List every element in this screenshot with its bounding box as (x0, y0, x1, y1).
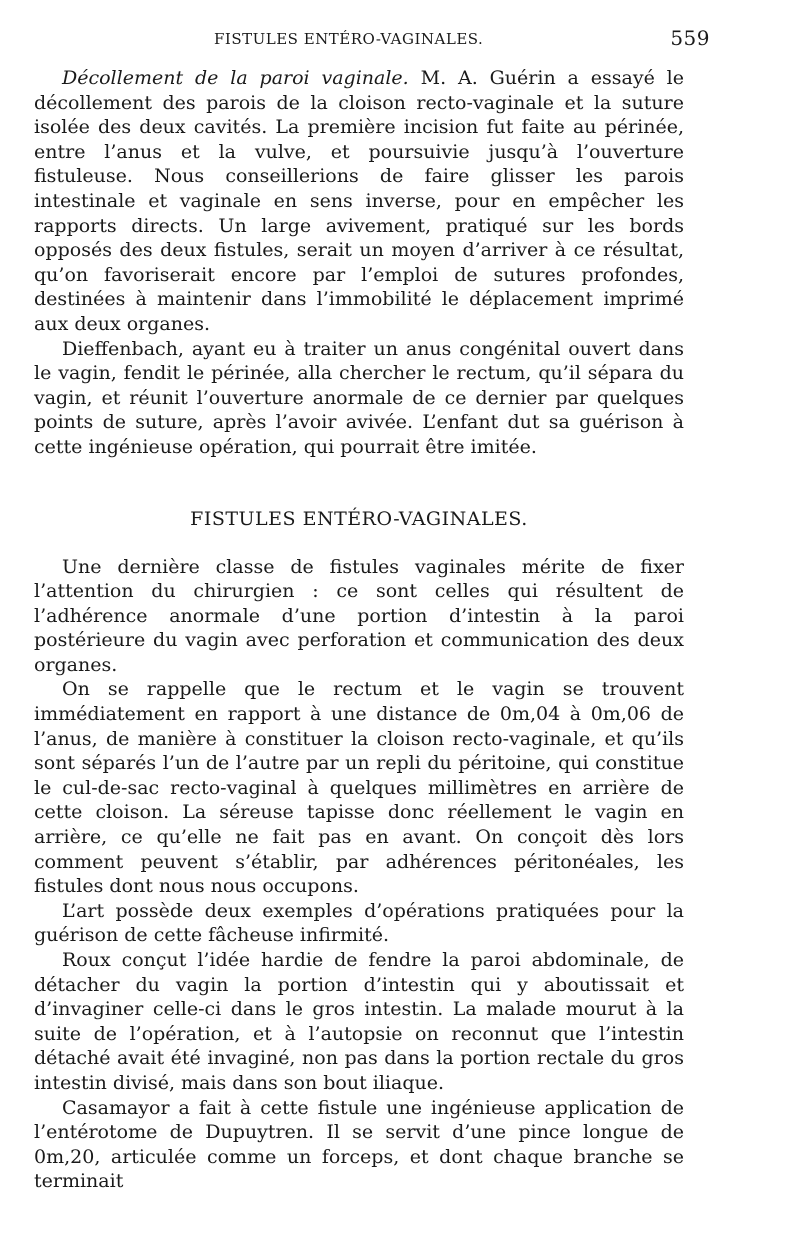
paragraph: Casamayor a fait à cette fistule une ingénieuse application de l’entérotome de Dupuytren. Il se servit d’une pince longue de 0m,20, articulée comme un forceps, et dont chaque branche se terminait (34, 1096, 684, 1193)
paragraph: Roux conçut l’idée hardie de fendre la paroi abdominale, de détacher du vagin la portion d’intestin qui y aboutissait et d’invaginer celle-ci dans le gros intestin. La malade mourut à la suite de l’opération, et à l’autopsie on reconnut que l’intestin détaché avait été invaginé, non pas dans la portion rectale du gros intestin divisé, mais dans son bout iliaque. (34, 949, 684, 1094)
paragraph: Une dernière classe de fistules vaginales mérite de fixer l’attention du chirurgien : ce sont celles qui résultent de l’adhérence anormale d’une portion d’intestin à la paroi postérieure du vagin avec perforation et communication des deux organes. (34, 555, 684, 676)
page-number: 559 (670, 26, 710, 50)
paragraph-lead: Décollement de la paroi vaginale. (62, 67, 409, 89)
book-page (34, 26, 710, 1194)
paragraph: On se rappelle que le rectum et le vagin se trouvent immédiatement en rapport à une distance de 0m,04 à 0m,06 de l’anus, de manière à constituer la cloison recto-vaginale, et qu’ils sont séparés l’un de l’autre par un repli du péritoine, qui constitue le cul-de-sac recto-vaginal à quelques millimètres en arrière de cette cloison. La séreuse tapisse donc réellement le vagin en arrière, ce qu’elle ne fait pas en avant. On conçoit dès lors comment peuvent s’établir, par adhérences péritonéales, les fistules dont nous nous occupons. (34, 678, 684, 898)
running-title: FISTULES ENTÉRO-VAGINALES. (214, 30, 484, 48)
section-title: FISTULES ENTÉRO-VAGINALES. (190, 507, 528, 530)
paragraph: L’art possède deux exemples d’opérations pratiquées pour la guérison de cette fâcheuse infirmité. (34, 899, 684, 947)
paragraph: Dieffenbach, ayant eu à traiter un anus congénital ouvert dans le vagin, fendit le périnée, alla chercher le rectum, qu’il sépara du vagin, et réunit l’ouverture anormale de ce dernier par quelques points de suture, après l’avoir avivée. L’enfant dut sa guérison à cette ingénieuse opération, qui pourrait être imitée. (34, 337, 684, 458)
paragraph (34, 66, 684, 337)
paragraph-text: M. A. Guérin a essayé le décollement des parois de la cloison recto-vaginale et la suture isolée des deux cavités. La première incision fut faite au périnée, entre l’anus et la vulve, et poursuivie jusqu’à l’ouverture fistuleuse. Nous conseillerions de faire glisser les parois intestinale et vaginale en sens inverse, pour en empêcher les rapports directs. Un large avivement, pratiqué sur les bords opposés des deux fistules, serait un moyen d’arriver à ce résultat, qu’on favoriserait encore par l’emploi de sutures profondes, destinées à maintenir dans l’immobilité le déplacement imprimé aux deux organes. (34, 67, 685, 335)
running-head (34, 26, 710, 56)
